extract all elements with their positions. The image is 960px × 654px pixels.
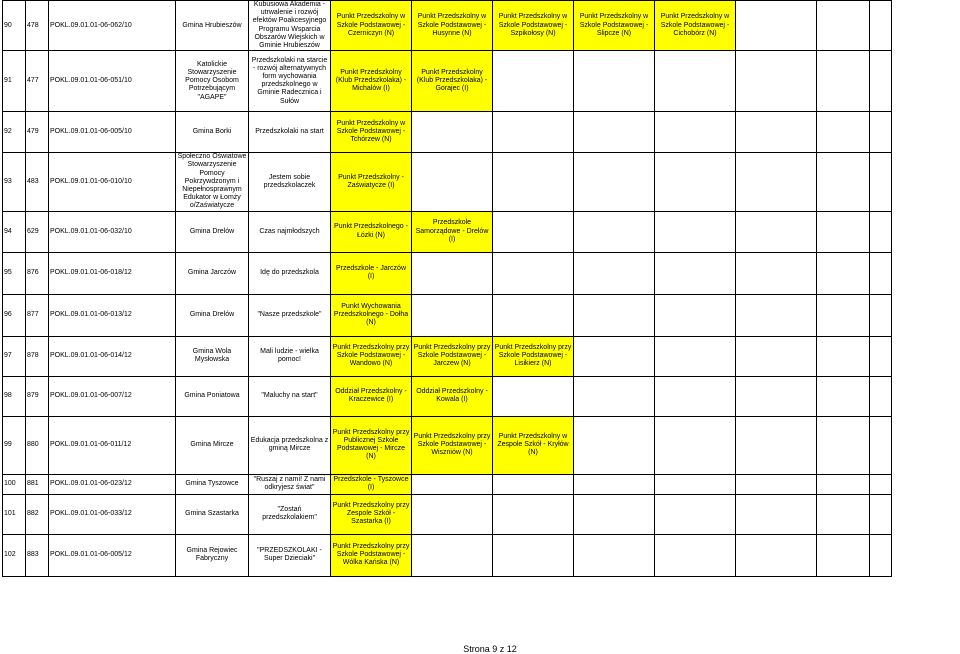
empty-cell — [574, 494, 655, 534]
beneficiary: Społeczno Oświatowe Stowarzyszenie Pomocy Pokrzywdzonym i Niepełnosprawnym Edukator w Łomży o/Zaświatycze — [176, 153, 249, 211]
beneficiary: Gmina Tyszowce — [176, 474, 249, 494]
project-title: Edukacja przedszkolna z gminą Mircze — [249, 416, 331, 474]
empty-cell — [655, 112, 736, 153]
facility-cell: Przedszkole - Jarczów (I) — [331, 252, 412, 294]
empty-cell — [870, 336, 892, 376]
beneficiary: Gmina Borki — [176, 112, 249, 153]
empty-cell — [817, 252, 870, 294]
facility-cell: Punkt Przedszkolny w Szkole Podstawowej - Husynne (N) — [412, 1, 493, 51]
empty-cell — [574, 376, 655, 416]
empty-cell — [817, 474, 870, 494]
facility-cell: Punkt Przedszkolny przy Szkole Podstawowej - Wiszniów (N) — [412, 416, 493, 474]
facility-cell: Punkt Przedszkolny - Zaświatycze (I) — [331, 153, 412, 211]
row-number: 477 — [26, 51, 49, 112]
empty-cell — [870, 252, 892, 294]
empty-cell — [412, 494, 493, 534]
beneficiary: Gmina Drelów — [176, 211, 249, 252]
empty-cell — [655, 51, 736, 112]
row-number: 483 — [26, 153, 49, 211]
row-number: 883 — [26, 534, 49, 576]
empty-cell — [870, 534, 892, 576]
empty-cell — [736, 153, 817, 211]
beneficiary: Katolickie Stowarzyszenie Pomocy Osobom Potrzebującym "AGAPE" — [176, 51, 249, 112]
empty-cell — [493, 294, 574, 336]
empty-cell — [655, 336, 736, 376]
project-title: "Nasze przedszkole" — [249, 294, 331, 336]
empty-cell — [493, 211, 574, 252]
empty-cell — [493, 494, 574, 534]
table-row — [3, 534, 892, 576]
empty-cell — [493, 474, 574, 494]
beneficiary: Gmina Rejowiec Fabryczny — [176, 534, 249, 576]
project-code: POKL.09.01.01-06-033/12 — [49, 494, 176, 534]
row-lp: 91 — [3, 51, 26, 112]
beneficiary: Gmina Drelów — [176, 294, 249, 336]
empty-cell — [574, 294, 655, 336]
row-number: 876 — [26, 252, 49, 294]
facility-cell: Punkt Przedszkolny w Szkole Podstawowej - Cichobórz (N) — [655, 1, 736, 51]
empty-cell — [736, 211, 817, 252]
empty-cell — [870, 211, 892, 252]
project-code: POKL.09.01.01-06-062/10 — [49, 1, 176, 51]
beneficiary: Gmina Hrubieszów — [176, 1, 249, 51]
row-lp: 98 — [3, 376, 26, 416]
empty-cell — [817, 534, 870, 576]
row-lp: 94 — [3, 211, 26, 252]
row-lp: 97 — [3, 336, 26, 376]
empty-cell — [574, 153, 655, 211]
facility-cell: Punkt Przedszkolny w Zespole Szkół - Kryłów (N) — [493, 416, 574, 474]
row-lp: 102 — [3, 534, 26, 576]
table-row — [3, 474, 892, 494]
facility-cell: Punkt Przedszkolny (Klub Przedszkolaka) - Gorajec (I) — [412, 51, 493, 112]
facility-cell: Punkt Przedszkolny przy Szkole Podstawowej - Wólka Kańska (N) — [331, 534, 412, 576]
beneficiary: Gmina Wola Mysłowska — [176, 336, 249, 376]
project-code: POKL.09.01.01-06-013/12 — [49, 294, 176, 336]
empty-cell — [493, 252, 574, 294]
page-number: Strona 9 z 12 — [463, 644, 517, 654]
project-code: POKL.09.01.01-06-011/12 — [49, 416, 176, 474]
project-title: "Zostań przedszkolakiem" — [249, 494, 331, 534]
table-row — [3, 51, 892, 112]
empty-cell — [493, 534, 574, 576]
project-title: Idę do przedszkola — [249, 252, 331, 294]
empty-cell — [870, 1, 892, 51]
empty-cell — [870, 474, 892, 494]
empty-cell — [574, 336, 655, 376]
empty-cell — [736, 336, 817, 376]
empty-cell — [574, 474, 655, 494]
empty-cell — [493, 153, 574, 211]
empty-cell — [817, 416, 870, 474]
project-code: POKL.09.01.01-06-005/12 — [49, 534, 176, 576]
empty-cell — [736, 474, 817, 494]
empty-cell — [817, 51, 870, 112]
facility-cell: Punkt Wychowania Przedszkolnego - Dołha (N) — [331, 294, 412, 336]
row-lp: 95 — [3, 252, 26, 294]
empty-cell — [817, 294, 870, 336]
table-row — [3, 376, 892, 416]
empty-cell — [655, 211, 736, 252]
facility-cell: Punkt Przedszkolny (Klub Przedszkolaka) - Michalów (I) — [331, 51, 412, 112]
facility-cell: Punkt Przedszkolny w Szkole Podstawowej - Czerniczyn (N) — [331, 1, 412, 51]
facility-cell: Punkt Przedszkolny przy Szkole Podstawowej - Wandowo (N) — [331, 336, 412, 376]
empty-cell — [870, 294, 892, 336]
project-code: POKL.09.01.01-06-007/12 — [49, 376, 176, 416]
empty-cell — [736, 252, 817, 294]
project-title: Kubusiowa Akademia - utrwalenie i rozwój efektów Poakcesyjnego Programu Wsparcia Obszarów Wiejskich w Gminie Hrubieszów — [249, 1, 331, 51]
table-row — [3, 494, 892, 534]
row-lp: 100 — [3, 474, 26, 494]
row-number: 882 — [26, 494, 49, 534]
beneficiary: Gmina Mircze — [176, 416, 249, 474]
project-code: POKL.09.01.01-06-005/10 — [49, 112, 176, 153]
project-title: Jestem sobie przedszkolaczek — [249, 153, 331, 211]
empty-cell — [736, 51, 817, 112]
empty-cell — [574, 112, 655, 153]
project-code: POKL.09.01.01-06-051/10 — [49, 51, 176, 112]
empty-cell — [574, 51, 655, 112]
beneficiary: Gmina Szastarka — [176, 494, 249, 534]
row-number: 880 — [26, 416, 49, 474]
row-number: 878 — [26, 336, 49, 376]
facility-cell: Punkt Przedszkolny przy Zespole Szkół - Szastarka (I) — [331, 494, 412, 534]
row-lp: 90 — [3, 1, 26, 51]
empty-cell — [412, 474, 493, 494]
empty-cell — [655, 474, 736, 494]
empty-cell — [412, 153, 493, 211]
row-lp: 96 — [3, 294, 26, 336]
row-lp: 99 — [3, 416, 26, 474]
table-row — [3, 416, 892, 474]
empty-cell — [655, 494, 736, 534]
project-title: "PRZEDSZKOLAKI - Super Dzieciaki" — [249, 534, 331, 576]
empty-cell — [817, 211, 870, 252]
empty-cell — [817, 376, 870, 416]
empty-cell — [493, 51, 574, 112]
empty-cell — [574, 252, 655, 294]
row-number: 629 — [26, 211, 49, 252]
row-lp: 92 — [3, 112, 26, 153]
project-title: Przedszkolaki na starcie - rozwój alternatywnych form wychowania przedszkolnego w Gminie Radecznica i Sułów — [249, 51, 331, 112]
facility-cell: Punkt Przedszkolny przy Publicznej Szkole Podstawowej - Mircze (N) — [331, 416, 412, 474]
empty-cell — [870, 153, 892, 211]
facility-cell: Punkt Przedszkolny w Szkole Podstawowej - Ślipcze (N) — [574, 1, 655, 51]
empty-cell — [736, 534, 817, 576]
empty-cell — [817, 494, 870, 534]
empty-cell — [493, 376, 574, 416]
empty-cell — [817, 336, 870, 376]
empty-cell — [817, 112, 870, 153]
row-number: 877 — [26, 294, 49, 336]
project-title: Czas najmłodszych — [249, 211, 331, 252]
empty-cell — [736, 416, 817, 474]
empty-cell — [736, 294, 817, 336]
table-row — [3, 252, 892, 294]
empty-cell — [412, 534, 493, 576]
empty-cell — [655, 153, 736, 211]
empty-cell — [493, 112, 574, 153]
facility-cell: Punkt Przedszkolny w Szkole Podstawowej - Szpikołosy (N) — [493, 1, 574, 51]
empty-cell — [655, 416, 736, 474]
project-code: POKL.09.01.01-06-032/10 — [49, 211, 176, 252]
projects-table — [2, 0, 892, 577]
empty-cell — [655, 376, 736, 416]
table-row — [3, 1, 892, 51]
project-code: POKL.09.01.01-06-014/12 — [49, 336, 176, 376]
table-row — [3, 336, 892, 376]
project-code: POKL.09.01.01-06-023/12 — [49, 474, 176, 494]
project-title: "Ruszaj z nami! Z nami odkryjesz świat" — [249, 474, 331, 494]
row-number: 881 — [26, 474, 49, 494]
empty-cell — [870, 376, 892, 416]
facility-cell: Oddział Przedszkolny - Kraczewice (I) — [331, 376, 412, 416]
beneficiary: Gmina Poniatowa — [176, 376, 249, 416]
empty-cell — [736, 376, 817, 416]
project-title: "Maluchy na start" — [249, 376, 331, 416]
empty-cell — [655, 252, 736, 294]
empty-cell — [574, 534, 655, 576]
empty-cell — [655, 534, 736, 576]
empty-cell — [574, 416, 655, 474]
row-lp: 93 — [3, 153, 26, 211]
facility-cell: Przedszkole Samorządowe - Drelów (I) — [412, 211, 493, 252]
empty-cell — [870, 494, 892, 534]
empty-cell — [870, 112, 892, 153]
project-code: POKL.09.01.01-06-010/10 — [49, 153, 176, 211]
project-title: Mali ludzie - wielka pomoc! — [249, 336, 331, 376]
row-lp: 101 — [3, 494, 26, 534]
facility-cell: Punkt Przedszkolny przy Szkole Podstawowej - Lisikierz (N) — [493, 336, 574, 376]
beneficiary: Gmina Jarczów — [176, 252, 249, 294]
row-number: 879 — [26, 376, 49, 416]
empty-cell — [736, 494, 817, 534]
table-row — [3, 211, 892, 252]
empty-cell — [736, 1, 817, 51]
row-number: 478 — [26, 1, 49, 51]
empty-cell — [412, 252, 493, 294]
facility-cell: Przedszkole - Tyszowce (I) — [331, 474, 412, 494]
empty-cell — [412, 112, 493, 153]
table-row — [3, 153, 892, 211]
facility-cell: Punkt Przedszkolny w Szkole Podstawowej - Tchórzew (N) — [331, 112, 412, 153]
empty-cell — [412, 294, 493, 336]
empty-cell — [817, 1, 870, 51]
empty-cell — [870, 51, 892, 112]
empty-cell — [655, 294, 736, 336]
facility-cell: Punkt Przedszkolnego - Łózki (N) — [331, 211, 412, 252]
empty-cell — [574, 211, 655, 252]
empty-cell — [736, 112, 817, 153]
project-title: Przedszkolaki na start — [249, 112, 331, 153]
facility-cell: Oddział Przedszkolny - Kowala (I) — [412, 376, 493, 416]
empty-cell — [817, 153, 870, 211]
table-row — [3, 112, 892, 153]
row-number: 479 — [26, 112, 49, 153]
facility-cell: Punkt Przedszkolny przy Szkole Podstawowej - Jarczew (N) — [412, 336, 493, 376]
table-row — [3, 294, 892, 336]
empty-cell — [870, 416, 892, 474]
project-code: POKL.09.01.01-06-018/12 — [49, 252, 176, 294]
